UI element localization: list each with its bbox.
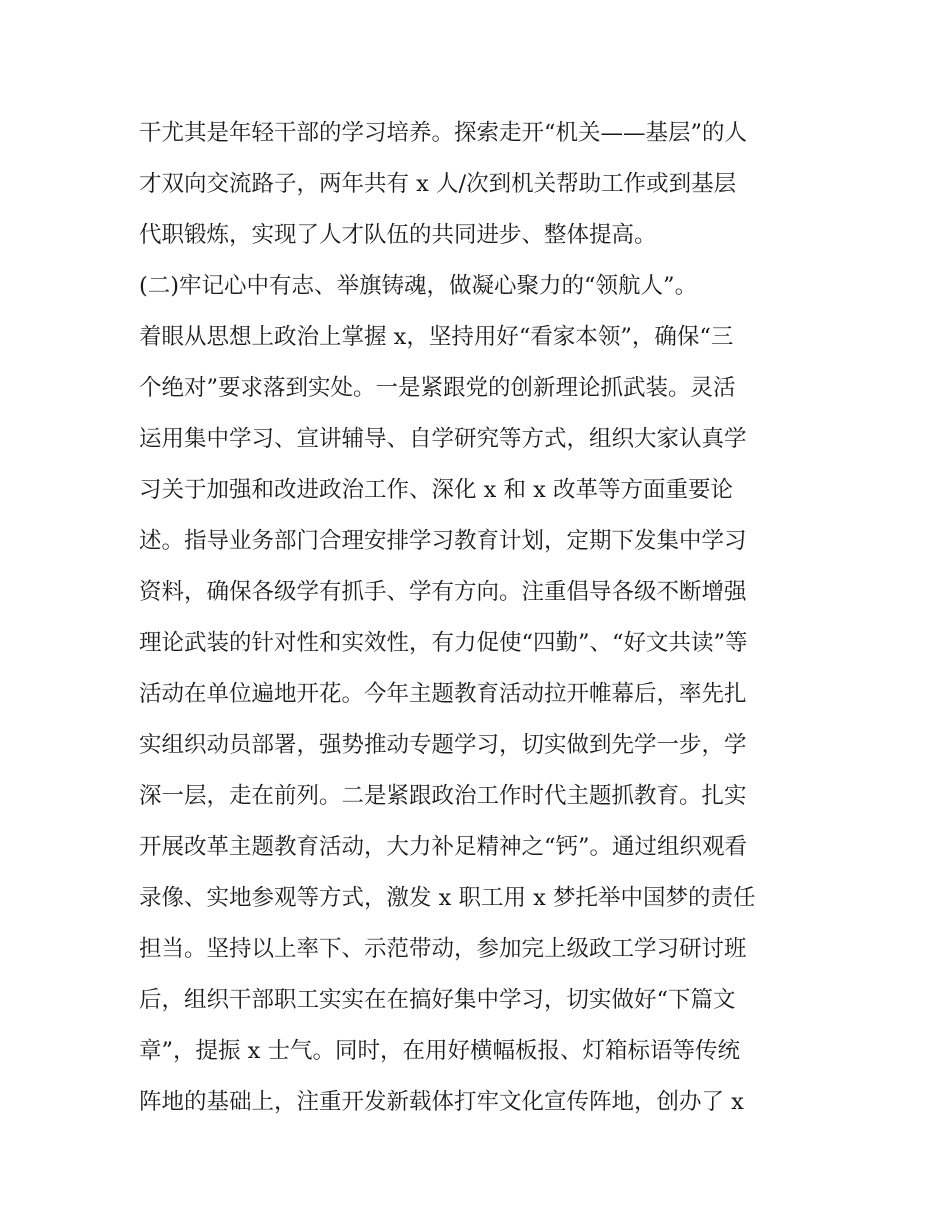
text-line: 代职锻炼，实现了人才队伍的共同进步、整体提高。 bbox=[139, 222, 657, 248]
text-line: 理论武装的针对性和实效性，有力促使“四勤”、“好文共读”等 bbox=[139, 630, 748, 656]
text-line: 深一层，走在前列。二是紧跟政治工作时代主题抓教育。扎实 bbox=[139, 783, 747, 809]
text-line: 资料，确保各级学有抓手、学有方向。注重倡导各级不断增强 bbox=[139, 579, 747, 605]
text-line: 录像、实地参观等方式，激发 x 职工用 x 梦托举中国梦的责任 bbox=[139, 885, 756, 911]
text-line: 着眼从思想上政治上掌握 x，坚持用好“看家本领”，确保“三 bbox=[139, 324, 734, 350]
text-line: 习关于加强和改进政治工作、深化 x 和 x 改革等方面重要论 bbox=[139, 477, 733, 503]
text-line: 个绝对”要求落到实处。一是紧跟党的创新理论抓武装。灵活 bbox=[139, 375, 736, 401]
text-line: 章”，提振 x 士气。同时，在用好横幅板报、灯箱标语等传统 bbox=[139, 1038, 740, 1064]
text-line: 干尤其是年轻干部的学习培养。探索走开“机关——基层”的人 bbox=[139, 120, 748, 146]
text-line: 后，组织干部职工实实在在搞好集中学习，切实做好“下篇文 bbox=[139, 987, 736, 1013]
text-line: 开展改革主题教育活动，大力补足精神之“钙”。通过组织观看 bbox=[139, 834, 748, 860]
section-heading: (二)牢记心中有志、举旗铸魂，做凝心聚力的“领航人”。 bbox=[139, 273, 698, 299]
text-line: 担当。坚持以上率下、示范带动，参加完上级政工学习研讨班 bbox=[139, 936, 747, 962]
text-line: 阵地的基础上，注重开发新载体打牢文化宣传阵地，创办了 x bbox=[139, 1089, 744, 1115]
text-line: 运用集中学习、宣讲辅导、自学研究等方式，组织大家认真学 bbox=[139, 426, 747, 452]
text-line: 才双向交流路子，两年共有 x 人/次到机关帮助工作或到基层 bbox=[139, 171, 737, 197]
body-text bbox=[139, 108, 819, 1128]
text-line: 活动在单位遍地开花。今年主题教育活动拉开帷幕后，率先扎 bbox=[139, 681, 747, 707]
text-line: 述。指导业务部门合理安排学习教育计划，定期下发集中学习 bbox=[139, 528, 747, 554]
text-line: 实组织动员部署，强势推动专题学习，切实做到先学一步，学 bbox=[139, 732, 747, 758]
